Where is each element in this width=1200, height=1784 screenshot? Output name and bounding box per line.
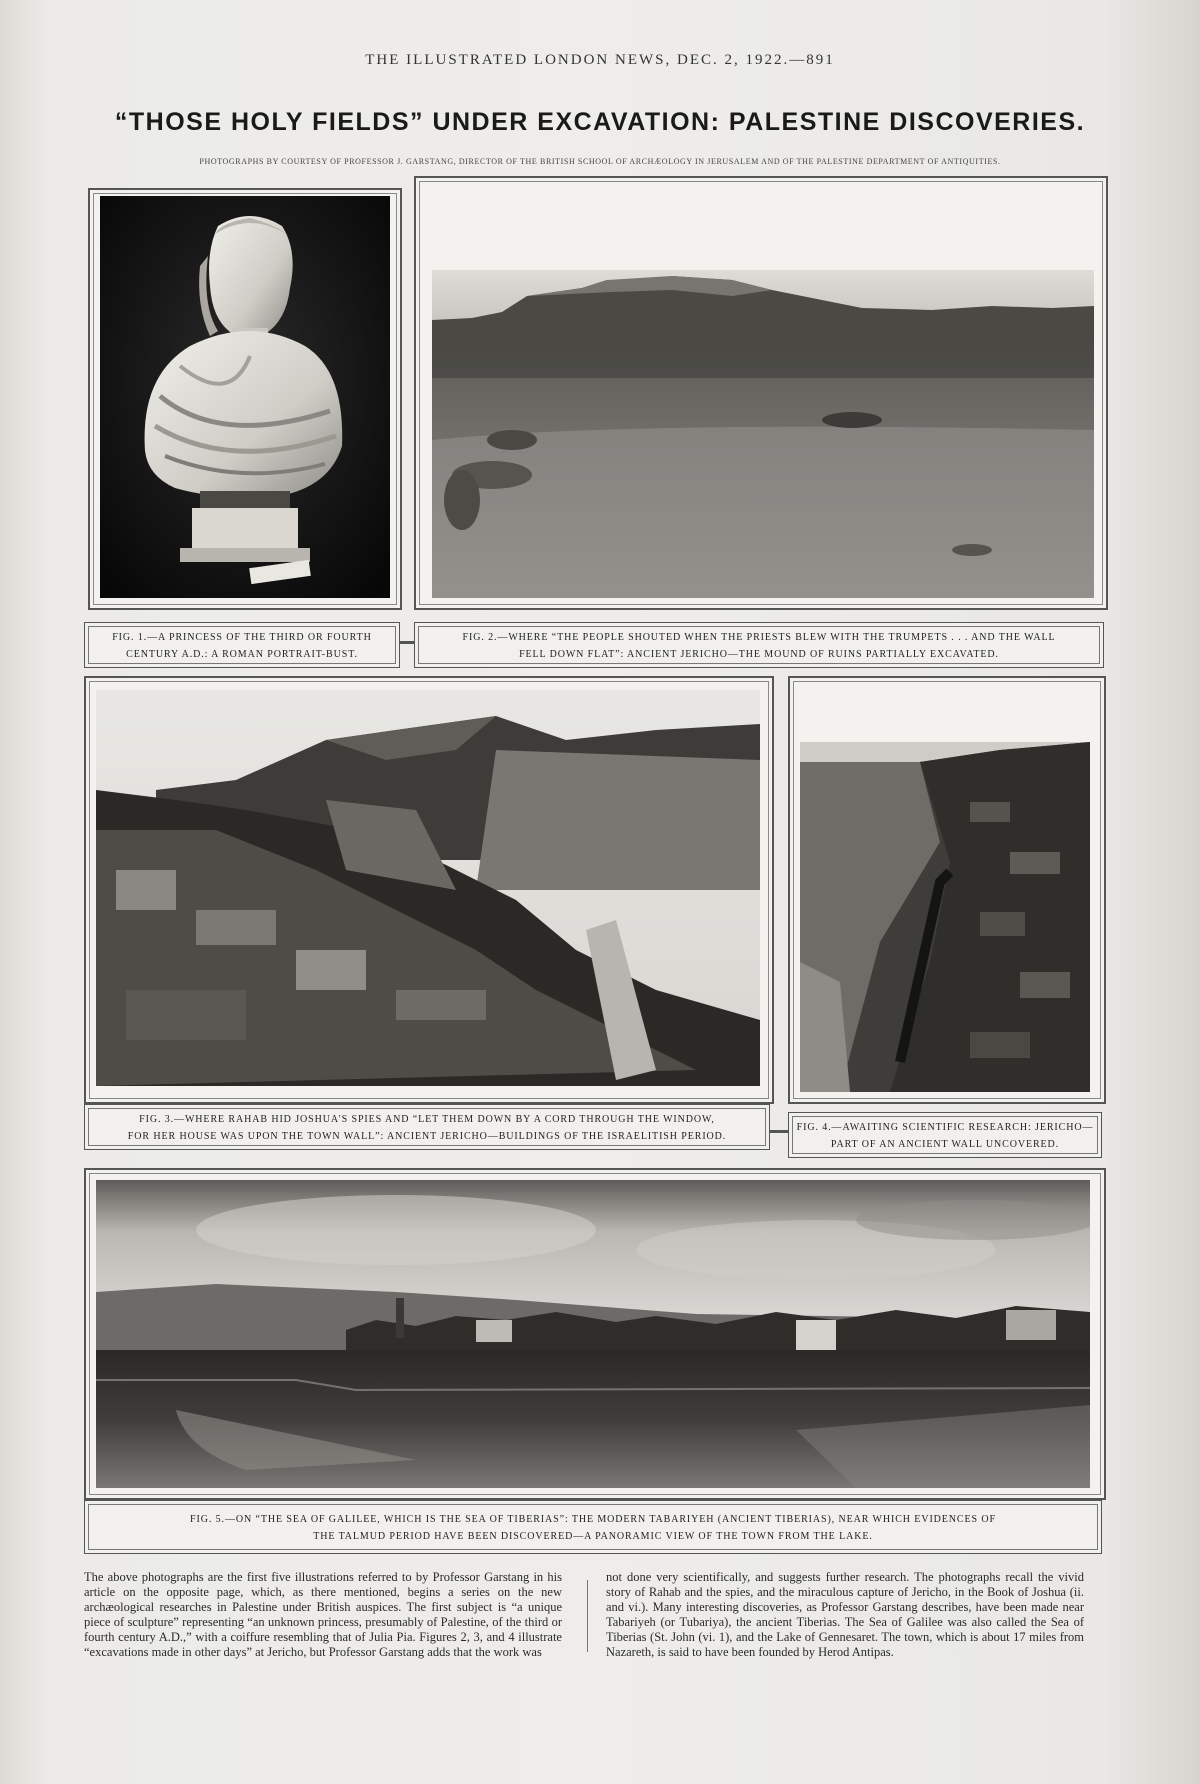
figure-3-caption-line-2: FOR HER HOUSE WAS UPON THE TOWN WALL”: ANCIENT JERICHO—BUILDINGS OF THE ISRAELITISH PERIOD.	[127, 1131, 727, 1142]
figure-5-caption-line-1: FIG. 5.—ON “THE SEA OF GALILEE, WHICH IS THE SEA OF TIBERIAS”: THE MODERN TABARIYEH (ANCIENT TIBERIAS), NEAR WHICH EVIDENCES OF	[190, 1514, 996, 1525]
figure-4-caption-line-1: FIG. 4.—AWAITING SCIENTIFIC RESEARCH: JERICHO—	[796, 1122, 1094, 1133]
figure-1-caption-line-1: FIG. 1.—A PRINCESS OF THE THIRD OR FOURTH	[112, 632, 372, 643]
figure-3-ruins-photo	[96, 690, 760, 1086]
figure-4-caption	[788, 1112, 1102, 1158]
figure-2-caption-line-1: FIG. 2.—WHERE “THE PEOPLE SHOUTED WHEN THE PRIESTS BLEW WITH THE TRUMPETS . . . AND THE WALL	[462, 632, 1056, 643]
figure-5-caption	[84, 1500, 1102, 1554]
figure-2-caption	[414, 622, 1104, 668]
figure-2-caption-line-2: FELL DOWN FLAT”: ANCIENT JERICHO—THE MOUND OF RUINS PARTIALLY EXCAVATED.	[519, 649, 999, 660]
running-head: THE ILLUSTRATED LONDON NEWS, DEC. 2, 1922.—891	[365, 52, 835, 68]
caption-connector	[400, 641, 414, 644]
page-headline: “THOSE HOLY FIELDS” UNDER EXCAVATION: PALESTINE DISCOVERIES.	[114, 108, 1086, 136]
figure-1-caption-line-2: CENTURY A.D.: A ROMAN PORTRAIT-BUST.	[126, 649, 358, 660]
figure-1-bust-photo	[100, 196, 390, 598]
figure-5-caption-line-2: THE TALMUD PERIOD HAVE BEEN DISCOVERED—A PANORAMIC VIEW OF THE TOWN FROM THE LAKE.	[313, 1531, 873, 1542]
column-divider	[587, 1580, 588, 1652]
caption-connector	[770, 1130, 788, 1133]
figure-1-caption	[84, 622, 400, 668]
figure-4-caption-line-2: PART OF AN ANCIENT WALL UNCOVERED.	[830, 1139, 1060, 1150]
figure-4-wall-photo	[800, 742, 1090, 1092]
figure-3-caption-line-1: FIG. 3.—WHERE RAHAB HID JOSHUA'S SPIES AND “LET THEM DOWN BY A CORD THROUGH THE WINDOW,	[139, 1114, 715, 1125]
figure-5-tiberias-panorama-photo	[96, 1180, 1090, 1488]
figure-2-jericho-mound-photo	[432, 270, 1094, 598]
figure-3-caption	[84, 1104, 770, 1150]
article-text-right-column: not done very scientifically, and suggests further research. The photographs recall the vivid story of Rahab and the spies, and the miraculous capture of Jericho, in the Book of Joshua (ii. and vi.). Many interesting discoveries, as Professor Garstang describes, have been made near Tabariyeh (or Tubariya), the ancient Tiberias. The Sea of Galilee was also called the Sea of Tiberias (St. John (vi. 1), and the Lake of Gennesaret. The town, which is about 17 miles from Nazareth, is said to have been founded by Herod Antipas.	[606, 1570, 1084, 1659]
photo-credit: PHOTOGRAPHS BY COURTESY OF PROFESSOR J. GARSTANG, DIRECTOR OF THE BRITISH SCHOOL OF ARCHÆOLOGY IN JERUSALEM AND OF THE PALESTINE DEPARTMENT OF ANTIQUITIES.	[199, 157, 1001, 166]
article-text-left-column: The above photographs are the first five illustrations referred to by Professor Garstang in his article on the opposite page, which, as there mentioned, begins a series on the new archæological researches in Palestine under British auspices. The first subject is “a unique piece of sculpture” representing “an unknown princess, presumably of Palestine, of the third or fourth century A.D.,” with a coiffure resembling that of Julia Pia. Figures 2, 3, and 4 illustrate “excavations made in other days” at Jericho, but Professor Garstang adds that the work was	[84, 1570, 562, 1659]
